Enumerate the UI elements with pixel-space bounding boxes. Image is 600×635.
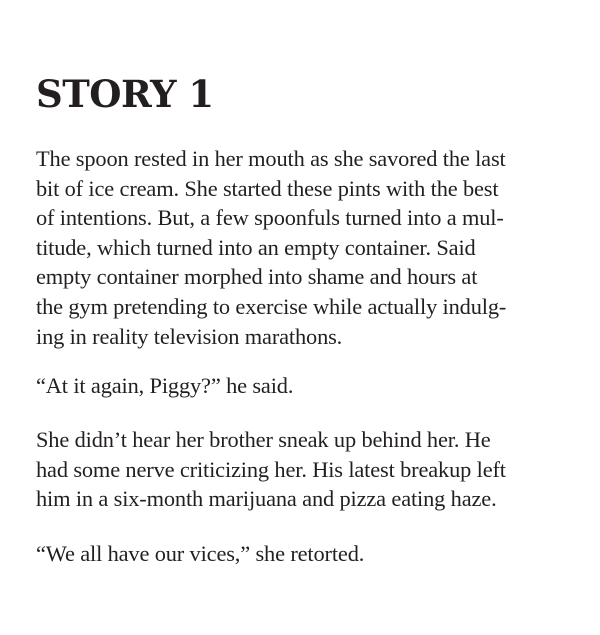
story-paragraph-3 [36, 425, 506, 514]
story-paragraph-1 [36, 144, 506, 351]
text-line: She didn’t hear her brother sneak up behind her. He [36, 427, 491, 452]
text-line: empty container morphed into shame and hours at [36, 264, 478, 290]
text-line: titude, which turned into an empty container. Said [36, 234, 476, 260]
text-line: the gym pretending to exercise while actually indulg- [36, 293, 507, 319]
text-line: of intentions. But, a few spoonfuls turned into a mul- [36, 205, 504, 231]
dialogue-line: “We all have our vices,” she retorted. [36, 541, 365, 566]
story-title: STORY 1 [36, 72, 214, 116]
text-line: ing in reality television marathons. [36, 323, 343, 349]
dialogue-line: “At it again, Piggy?” he said. [36, 373, 294, 398]
story-paragraph-2 [36, 371, 293, 401]
story-paragraph-4 [36, 539, 364, 569]
text-line: The spoon rested in her mouth as she savored the last [36, 146, 506, 171]
text-line: bit of ice cream. She started these pints with the best [36, 175, 499, 201]
text-line: had some nerve criticizing her. His latest breakup left [36, 456, 506, 482]
text-line: him in a six-month marijuana and pizza eating haze. [36, 486, 497, 512]
